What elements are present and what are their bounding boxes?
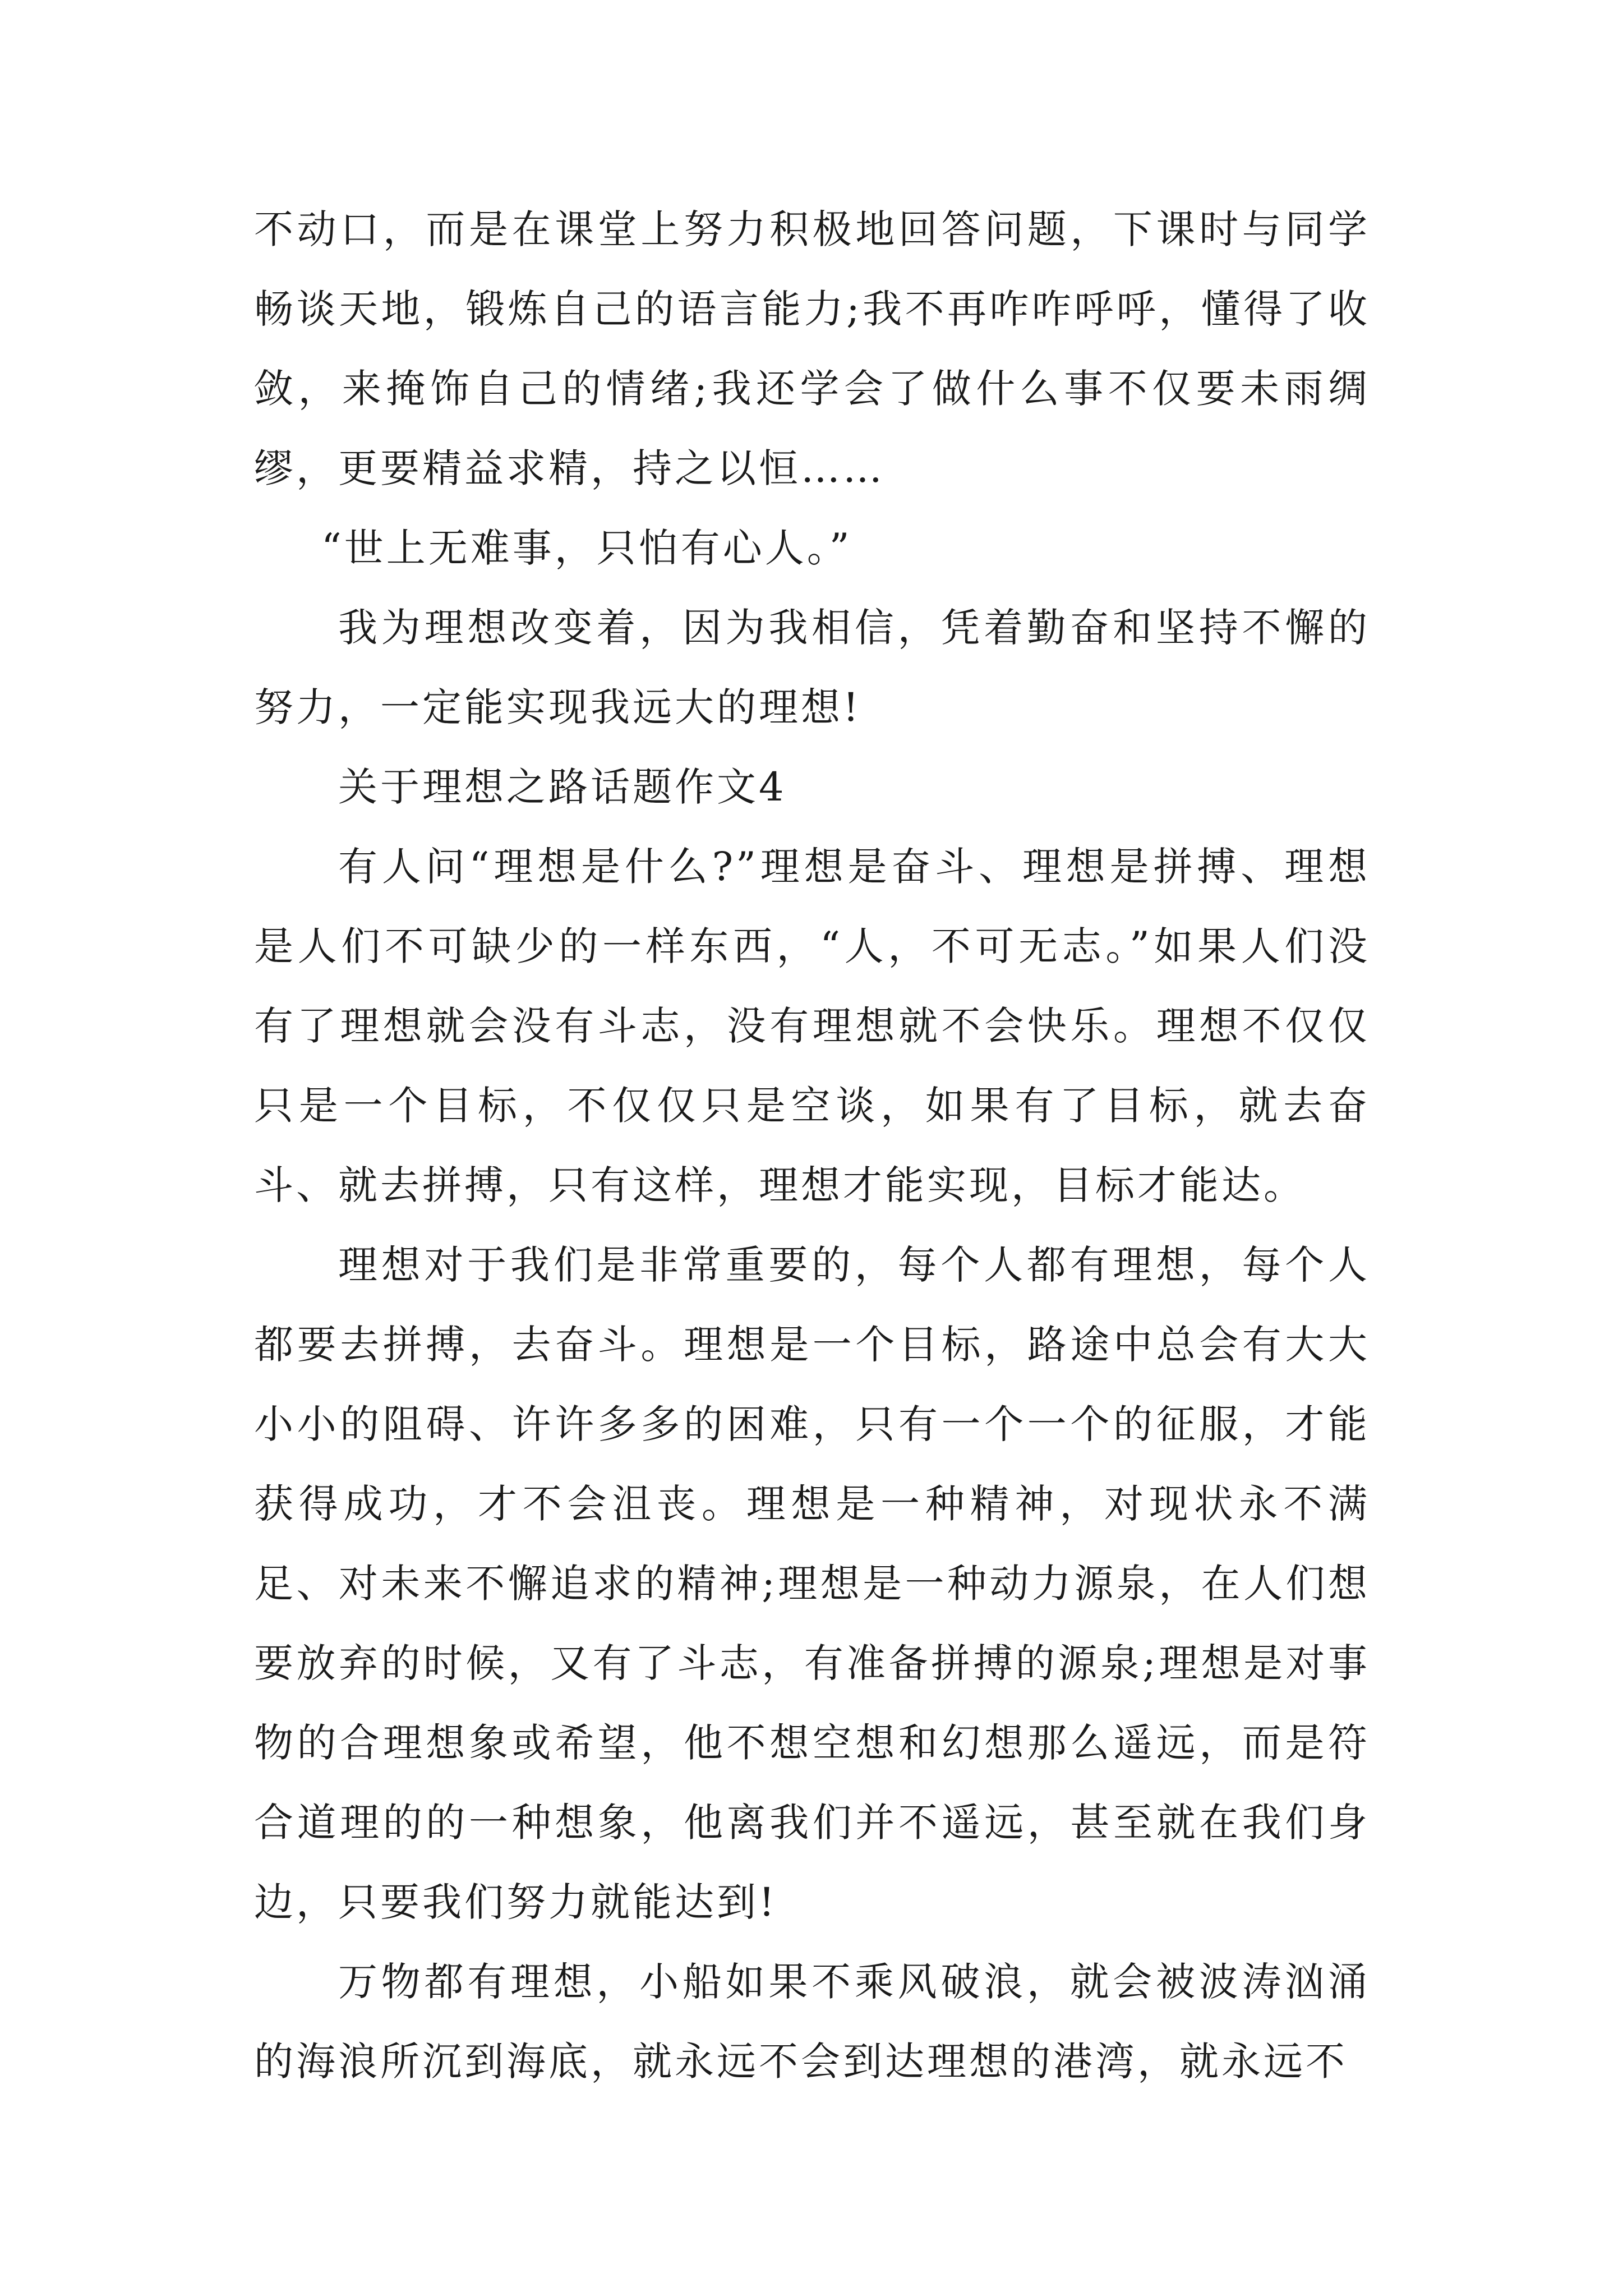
paragraph: 万物都有理想，小船如果不乘风破浪，就会被波涛汹涌的海浪所沉到海底，就永远不会到达理想的港湾，就永远不	[254, 1959, 1370, 2085]
paragraph: 我为理想改变着，因为我相信，凭着勤奋和坚持不懈的努力，一定能实现我远大的理想!	[254, 605, 1370, 730]
paragraph-quote: “世上无难事，只怕有心人。”	[321, 525, 852, 571]
paragraph: 理想对于我们是非常重要的，每个人都有理想，每个人都要去拼搏，去奋斗。理想是一个目标，路途中总会有大大小小的阻碍、许许多多的困难，只有一个一个的征服，才能获得成功，才不会沮丧。理想是一种精神，对现状永不满足、对未来不懈追求的精神;理想是一种动力源泉，在人们想要放弃的时候，又有了斗志，有准备拼搏的源泉;理想是对事物的合理想象或希望，他不想空想和幻想那么遥远，而是符合道理的的一种想象，他离我们并不遥远，甚至就在我们身边，只要我们努力就能达到!	[254, 1242, 1370, 1925]
paragraph: 有人问“理想是什么?”理想是奋斗、理想是拼搏、理想是人们不可缺少的一样东西，“人，不可无志。”如果人们没有了理想就会没有斗志，没有理想就不会快乐。理想不仅仅只是一个目标，不仅仅只是空谈，如果有了目标，就去奋斗、就去拼搏，只有这样，理想才能实现，目标才能达。	[254, 844, 1370, 1208]
document-body	[254, 190, 1370, 2101]
paragraph-continuation: 不动口，而是在课堂上努力积极地回答问题，下课时与同学畅谈天地，锻炼自己的语言能力;我不再咋咋呼呼，懂得了收敛，来掩饰自己的情绪;我还学会了做什么事不仅要未雨绸缪，更要精益求精，持之以恒……	[254, 206, 1370, 491]
section-heading: 关于理想之路话题作文4	[338, 764, 787, 810]
